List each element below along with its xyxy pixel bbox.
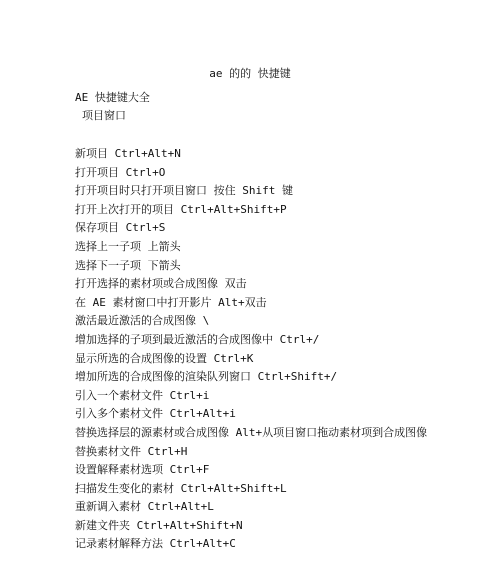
shortcut-item: 打开项目时只打开项目窗口 按住 Shift 键 (75, 184, 293, 198)
shortcut-item: 在 AE 素材窗口中打开影片 Alt+双击 (75, 295, 267, 309)
shortcut-item: 引入一个素材文件 Ctrl+i (75, 388, 210, 402)
subsection-heading: 项目窗口 (82, 109, 126, 122)
shortcut-item: 扫描发生变化的素材 Ctrl+Alt+Shift+L (75, 481, 287, 495)
shortcut-item: 新项目 Ctrl+Alt+N (75, 147, 181, 160)
shortcut-item: 新建文件夹 Ctrl+Alt+Shift+N (75, 518, 243, 532)
shortcut-item: 引入多个素材文件 Ctrl+Alt+i (75, 407, 236, 421)
shortcut-item: 选择上一子项 上箭头 (75, 239, 181, 253)
shortcut-item: 设置解释素材选项 Ctrl+F (75, 463, 210, 477)
shortcut-item: 保存项目 Ctrl+S (75, 221, 166, 235)
shortcut-item: 打开项目 Ctrl+O (75, 165, 166, 179)
section-heading: AE 快捷键大全 (75, 91, 150, 104)
shortcut-item: 显示所选的合成图像的设置 Ctrl+K (75, 351, 254, 365)
shortcut-item: 打开上次打开的项目 Ctrl+Alt+Shift+P (75, 202, 287, 216)
shortcut-item: 增加选择的子项到最近激活的合成图像中 Ctrl+/ (75, 332, 320, 346)
shortcut-item: 替换选择层的源素材或合成图像 Alt+从项目窗口拖动素材项到合成图像 (75, 425, 428, 439)
shortcut-item: 激活最近激活的合成图像 \ (75, 314, 210, 328)
document-title: ae 的的 快捷键 (209, 67, 291, 80)
shortcut-item: 增加所选的合成图像的渲染队列窗口 Ctrl+Shift+/ (75, 370, 338, 384)
shortcut-item: 重新调入素材 Ctrl+Alt+L (75, 500, 214, 514)
shortcut-list (75, 145, 430, 554)
shortcut-item: 记录素材解释方法 Ctrl+Alt+C (75, 537, 236, 551)
shortcut-item: 选择下一子项 下箭头 (75, 258, 181, 272)
shortcut-item: 替换素材文件 Ctrl+H (75, 444, 188, 458)
shortcut-item: 打开选择的素材项或合成图像 双击 (75, 277, 247, 291)
